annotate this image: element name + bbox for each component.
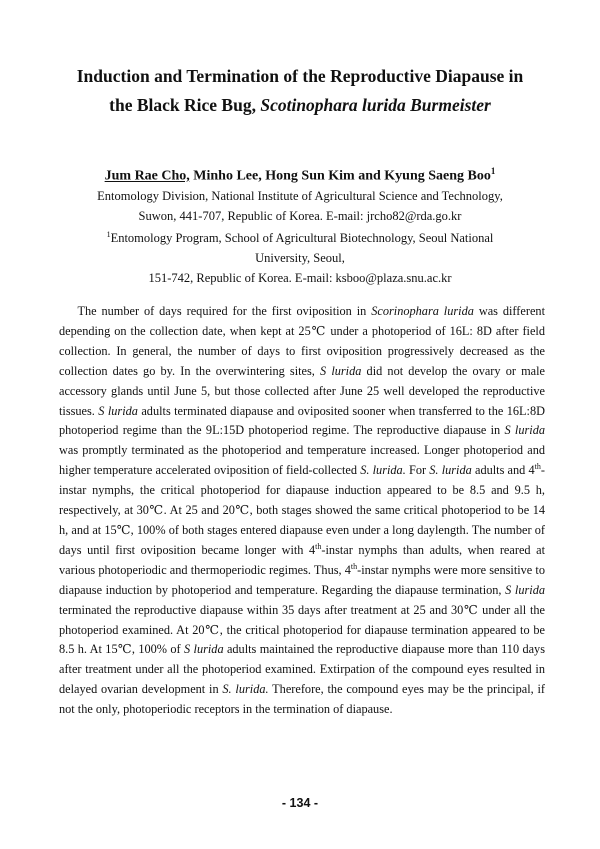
title-species-name: Scotinophara lurida Burmeister (260, 95, 491, 115)
ordinal-suffix: th (315, 541, 322, 551)
abstract-text: was promptly terminated as the photoperiod and temperature increased. Longer photoperiod and higher temperature accelerated oviposition of field-collected (59, 443, 545, 478)
abstract-text: adults and 4 (471, 463, 535, 478)
ordinal-suffix: th (350, 561, 358, 571)
species-name: S lurida (504, 423, 545, 438)
page-number: - 134 - (281, 796, 319, 810)
species-name: S lurida (320, 363, 362, 378)
abstract-text: adults maintained the reproductive diapause more than 110 days after treatment under all the photoperiod examined. Extirpation of the compound eyes resulted in delayed ovarian development in (59, 642, 545, 697)
abstract-paragraph (59, 302, 545, 720)
affiliation-2 (80, 225, 520, 288)
species-name: S. lurida. (360, 463, 406, 478)
abstract-text: -instar nymphs were more sensitive to diapause induction by photoperiod and temperature. Regarding the diapause termination, (59, 562, 545, 597)
title-line-1: Induction and Termination of the Reproductive Diapause in (76, 66, 524, 86)
abstract-text: Therefore, the compound eyes may be the principal, if not the only, photoperiodic receptors in the termination of diapause. (59, 682, 546, 717)
author-affiliation-mark: 1 (490, 166, 496, 176)
species-name: S lurida (505, 582, 545, 597)
ordinal-suffix: th (534, 462, 541, 472)
author-list (40, 162, 560, 186)
abstract-text: terminated the reproductive diapause within 35 days after treatment at 25 and 30℃ under all the photoperiod examined. At 20℃, the critical photoperiod for diapause termination appeared to be 8.5 h. At 15℃, 100% of (59, 602, 545, 657)
species-name: S. lurida (429, 463, 472, 478)
paper-title (40, 62, 560, 120)
abstract-text: -instar nymphs than adults, when reared at various photoperiodic and thermoperiodic regimes. Thus, 4 (59, 542, 545, 577)
species-name: S lurida (98, 403, 138, 418)
species-name: S. lurida. (222, 682, 269, 697)
abstract-text: For (405, 463, 430, 478)
abstract-text: did not develop the ovary or male accessory glands until June 5, but those collected after June 25 well developed the reproductive tissues. (59, 363, 545, 418)
affiliation-1-line-1: Entomology Division, National Institute of Agricultural Science and Technology, (97, 189, 503, 203)
affiliation-1-line-2: Suwon, 441-707, Republic of Korea. E-mail: jrcho82@rda.go.kr (138, 209, 462, 223)
species-name: Scorinophara lurida (371, 304, 474, 318)
abstract-text: The number of days required for the first oviposition in (77, 304, 372, 318)
affiliation-1 (80, 186, 520, 226)
abstract-text: adults terminated diapause and oviposited sooner when transferred to the 16L:8D photoperiod regime than the 9L:15D photoperiod regime. The reproductive diapause in (59, 403, 545, 438)
title-line-2-prefix: the Black Rice Bug, (109, 95, 256, 115)
affiliation-2-mark: 1 (106, 230, 111, 239)
abstract-text: -instar nymphs, the critical photoperiod for diapause induction appeared to be 8.5 and 9.5 h, respectively, at 30℃. At 25 and 20℃, both stages showed the same critical photoperiod to be 14 h, and at 15℃, 100% of both stages entered diapause even under a long daylength. The number of days until first oviposition became longer with 4 (59, 463, 546, 557)
abstract-text: was different depending on the collection date, when kept at 25℃ under a photoperiod of 16L: 8D after field collection. In general, the number of days to first oviposition progressively decreased as the collection dates go by. In the overwintering sites, (59, 304, 545, 378)
other-authors: Minho Lee, Hong Sun Kim and Kyung Saeng Boo (193, 168, 491, 184)
species-name: S lurida (184, 642, 224, 657)
affiliation-2-line-1: Entomology Program, School of Agricultural Biotechnology, Seoul National University, Seoul, (110, 231, 494, 266)
affiliation-2-line-2: 151-742, Republic of Korea. E-mail: ksboo@plaza.snu.ac.kr (148, 271, 452, 286)
first-author: Jum Rae Cho, (104, 168, 190, 184)
